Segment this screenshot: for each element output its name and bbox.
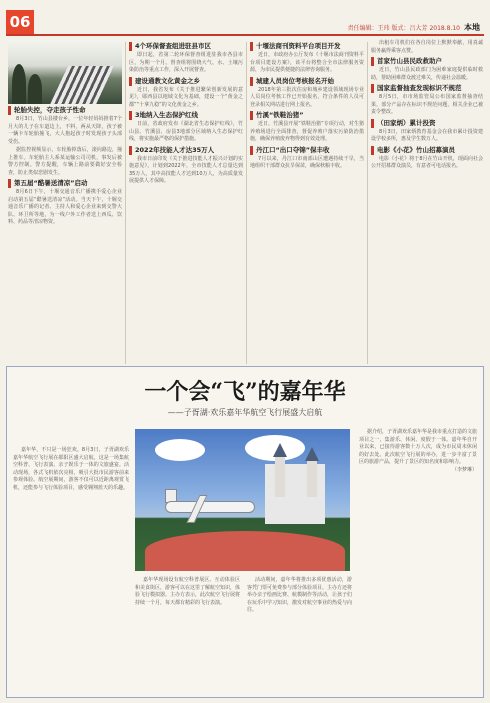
headline: 3地纳入生态保护红线	[129, 111, 243, 120]
headline: （田家炳）累计投资	[371, 119, 483, 128]
article-text: 2018年第三批次住房和城乡建设领域现场专业人员岗位考核工作已开始报名，符合条件的人员可登录相关网站进行网上报名。	[250, 86, 364, 108]
headline: 轮胎失控，夺走孩子性命	[8, 106, 122, 115]
article-text: 据介绍，子胥湖欢乐嘉年华是我市重点打造的文旅项目之一，集游乐、休闲、度假于一体。嘉年华自开业以来，已接待游客数十万人次，成为市民周末休闲的好去处。此次航空飞行展的举办，进一步丰富了景区的旅游产品，提升了景区的知名度和影响力。	[359, 429, 478, 465]
header-rule	[6, 34, 484, 36]
headline: 电影《小花》竹山招募演员	[371, 146, 483, 155]
article-text: 据监控视频显示，车轮胎掉落后，滚向路边，撞上推车。车轮胎主人系某运输公司司机，事发后被警方控制。警方提醒，车辆上路前要做好安全检查，防止类似悲剧发生。	[8, 147, 122, 176]
headline: 首家竹山县民政救助户	[371, 57, 483, 66]
headline: 第五届“酷暑送清凉”启动	[8, 179, 122, 188]
headline: 4个环保督查组进驻县市区	[129, 42, 243, 51]
column-divider	[367, 42, 368, 364]
news-column-1	[8, 40, 122, 228]
feature-column-right	[359, 429, 477, 474]
photo-plaza	[145, 531, 345, 571]
article-text: 8月3日，田家炳教育基金会在我市累计投资建设学校多所，惠及学生数万人。	[371, 128, 483, 142]
feature-subtitle: ——子胥湖·欢乐嘉年华航空飞行展盛大启航	[167, 408, 323, 417]
column-divider	[246, 42, 247, 364]
news-column-2	[129, 40, 243, 187]
article-text: 7月以来，丹江口市南部山区遭遇持续干旱，当地组织干部群众抗旱保苗，确保秋粮丰收。	[250, 155, 364, 169]
news-column-4	[371, 40, 483, 172]
article-text: 近日，我省发布《关于推进繁荣创新发展的意见》，郧西县以地域文化为基础，建设一个“黄金之都”“十拿九稳”的文化黄金之乡。	[129, 86, 243, 108]
column-divider	[125, 42, 126, 364]
photo-tree	[12, 64, 26, 104]
photo-cloud	[155, 439, 205, 461]
article-text: 电影《小花》将于8月在竹山开机，现面向社会公开招募群众演员，有意者可电话报名。	[371, 155, 483, 169]
headline: 2022年技能人才达35万人	[129, 146, 243, 155]
feature-title: 一个会“飞”的嘉年华	[144, 379, 346, 405]
headline: 建设通教文化黄金之乡	[129, 77, 243, 86]
photo-crosswalk	[50, 66, 113, 104]
byline: （李梦琳）	[451, 466, 477, 473]
headline: 丹江口“出口夺锦”保丰收	[250, 146, 364, 155]
article-text: 嘉年华现场设有航空科普展区、互动体验区和美食街区，游客可以在这里了解航空知识，体验飞行模拟器。主办方表示，此次航空飞行展将持续一个月，每天都有精彩的飞行表演。	[135, 577, 241, 606]
article-text: 活动期间，嘉年华将推出多项优惠活动，游客凭门票可免费参与部分体验项目。主办方还将举办亲子绘画比赛、航模制作等活动，让孩子们在玩乐中学习知识，激发对航空事业的热爱与向往。	[247, 577, 353, 613]
header-editors: 责任编辑：王玮 版式：吕大芳 2018.8.10	[347, 25, 460, 32]
photo-tower-roof	[305, 447, 319, 461]
feature-article	[6, 366, 484, 698]
section-name: 本地	[464, 23, 480, 32]
article-text: 我市日前印发《关于推进技能人才振兴计划的实施意见》，计划到2022年，全市技能人才总量达到35万人，其中高技能人才达到10万人，为高质量发展提供人才保障。	[129, 155, 243, 184]
headline: 十堰法商刊资料平台项目开发	[250, 42, 364, 51]
photo-tower	[275, 457, 285, 497]
news-photo-road	[8, 40, 122, 104]
article-text: 出租车司机们在各自岗位上默默奉献，用真诚服务赢得乘客点赞。	[371, 40, 483, 54]
feature-photo-airshow	[135, 429, 350, 571]
article-text: 8月5日，市市场监管局公布国家监督抽查结果，部分产品存在标识不规范问题，相关企业已被责令整改。	[371, 94, 483, 115]
photo-tree	[28, 74, 42, 104]
headline: 国家监督抽查发现标识不规范	[371, 84, 483, 93]
photo-plane	[165, 501, 255, 513]
feature-column-mid1	[135, 577, 240, 607]
page-header	[40, 22, 480, 30]
article-text: 近日，竹溪县开展“铁鞋治猪”专项行动，对生猪养殖场进行全面排查，督促养殖户落实污染防治措施，确保养殖废弃物得到有效处理。	[250, 121, 364, 142]
article-text: 日前，省政府发布《湖北省生态保护红线》，竹山县、竹溪县、房县3地部分区域纳入生态保护红线，将实施最严格的保护措施。	[129, 121, 243, 142]
photo-tower	[307, 461, 317, 497]
headline: 竹溪“铁鞋治猪”	[250, 111, 364, 120]
article-text: 近日，竹山县民政部门为困难家庭提供临时救助，帮助困难群众渡过难关，传递社会温暖。	[371, 67, 483, 81]
article-text: 8月6日下午，十堰交通音乐广播携手爱心企业启动第五届“酷暑送清凉”活动。当天下午，十堰交通音乐广播的记者、主持人和爱心企业来到交警大队、环卫所等地，为一线户外工作者送上西瓜、饮料、药品等清凉物资。	[8, 189, 122, 225]
photo-tower-roof	[273, 443, 287, 457]
headline: 城建人员岗位考核报名开始	[250, 77, 364, 86]
page-number: 06	[6, 10, 34, 34]
article-text: 即日起，省第二轮环保督查组进驻我市各县市区，为期一个月。督查组将围绕大气、水、土壤污染防治等重点工作，深入开展督查。	[129, 52, 243, 73]
news-column-3	[250, 40, 364, 172]
feature-column-left	[13, 447, 129, 492]
article-text: 8月3日，竹山县楼台乡，一位年轻妈妈推着7个月大的儿子在车道边上，不料，两从天降，孩子被一辆卡车轮胎撞飞，大人抱起孩子时发现孩子头部受伤。	[8, 116, 122, 145]
article-text: 嘉年华，不只是一场狂欢。8月3日，子胥湖欢乐嘉年华航空飞行展在郧阳区盛大启航，这是一场集航空科普、飞行表演、亲子娱乐于一体的文旅盛宴。活动现场，各式飞机依次亮相，吸引大批市民游客前来参观体验。航空展期间，游客不仅可以近距离观赏飞机，还能参与飞行体验项目，感受翱翔蓝天的乐趣。	[13, 447, 129, 491]
feature-column-mid2	[247, 577, 352, 615]
article-text: 近日，市政府办公厅发布《十堰市法商刊资料平台项目建设方案》，该平台将整合全市法律服务资源，为市民提供便捷的法律咨询服务。	[250, 52, 364, 73]
